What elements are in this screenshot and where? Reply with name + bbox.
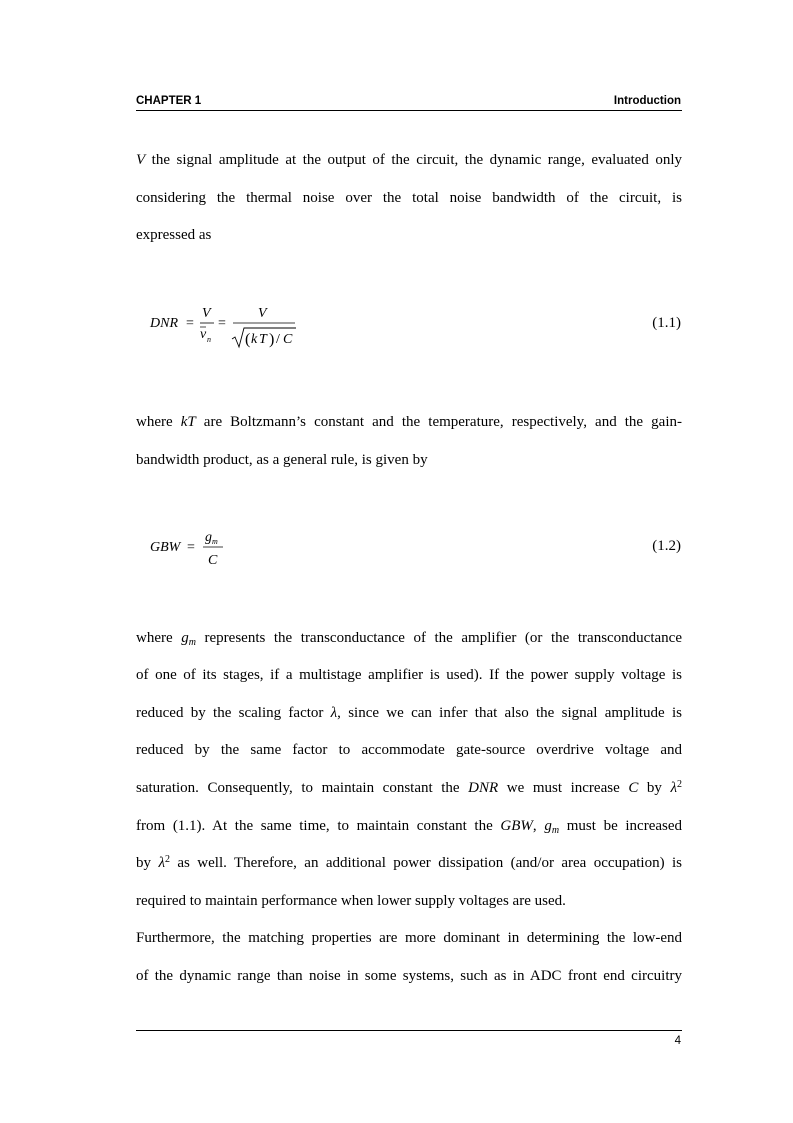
header-rule: [136, 110, 682, 111]
para1-line3: expressed as: [136, 227, 212, 243]
para1-line2: considering the thermal noise over the total noise bandwidth of the circuit, is: [136, 190, 682, 206]
eq1-frac1-den: v: [200, 327, 207, 342]
para4-line1: Furthermore, the matching properties are more dominant in determining the low-end: [136, 930, 682, 946]
page-number: 4: [674, 1035, 681, 1047]
eq1-frac1-num: V: [202, 306, 211, 321]
para3-line8: required to maintain performance when lower supply voltages are used.: [136, 893, 566, 909]
eq1-lhs: DNR: [150, 316, 178, 331]
para1-line1: V the signal amplitude at the output of the circuit, the dynamic range, evaluated only: [136, 152, 682, 168]
para4-line2: of the dynamic range than noise in some systems, such as in ADC front end circuitry: [136, 968, 682, 984]
para3-line1: where $g_m$ represents the transconductance of the amplifier (or the transconductance: [136, 630, 682, 648]
eq1-equals-1: =: [186, 316, 194, 331]
eq2-equals: =: [187, 540, 195, 555]
running-header-section: Introduction: [613, 95, 681, 107]
eq1-paren-open: (: [245, 331, 251, 348]
eq2-den: C: [208, 553, 218, 568]
footer-rule: [136, 1030, 682, 1031]
equation-gbw: [148, 527, 238, 571]
para3-line4: reduced by the same factor to accommodate gate-source overdrive voltage and: [136, 742, 682, 758]
eq1-frac2-num: V: [258, 306, 267, 321]
eq1-slash: /: [276, 332, 280, 347]
equation-number-1-2: (1.2): [652, 538, 681, 554]
para2-line2: bandwidth product, as a general rule, is given by: [136, 452, 428, 468]
equation-number-1-1: (1.1): [652, 315, 681, 331]
para3-line2: of one of its stages, if a multistage amplifier is used). If the power supply voltage is: [136, 667, 682, 683]
eq1-frac2-C: C: [283, 332, 293, 347]
eq1-paren-close: ): [269, 331, 275, 348]
equation-dnr: [148, 302, 308, 354]
eq1-equals-2: =: [218, 316, 226, 331]
eq2-num-sub: m: [212, 537, 218, 546]
para3-line6: from (1.1). At the same time, to maintain constant the GBW, $g_m$ must be increased: [136, 818, 683, 836]
para3-line7: by $\lambda^2$ as well. Therefore, an additional power dissipation (and/or area occupation) is: [136, 854, 682, 871]
running-header-chapter: CHAPTER 1: [136, 95, 202, 107]
eq2-num-g: g: [205, 530, 212, 545]
eq1-frac2-T: T: [259, 332, 267, 347]
para3-line5: saturation. Consequently, to maintain constant the DNR we must increase C by $\lambda^2$: [136, 779, 683, 796]
eq2-lhs: GBW: [150, 540, 181, 555]
eq1-frac1-den-sub: n: [207, 335, 211, 344]
para3-line3: reduced by the scaling factor λ, since we can infer that also the signal amplitude is: [136, 705, 682, 721]
para2-line1: where kT are Boltzmann’s constant and the temperature, respectively, and the gain-: [136, 414, 682, 430]
eq1-frac2-k: k: [251, 332, 258, 347]
